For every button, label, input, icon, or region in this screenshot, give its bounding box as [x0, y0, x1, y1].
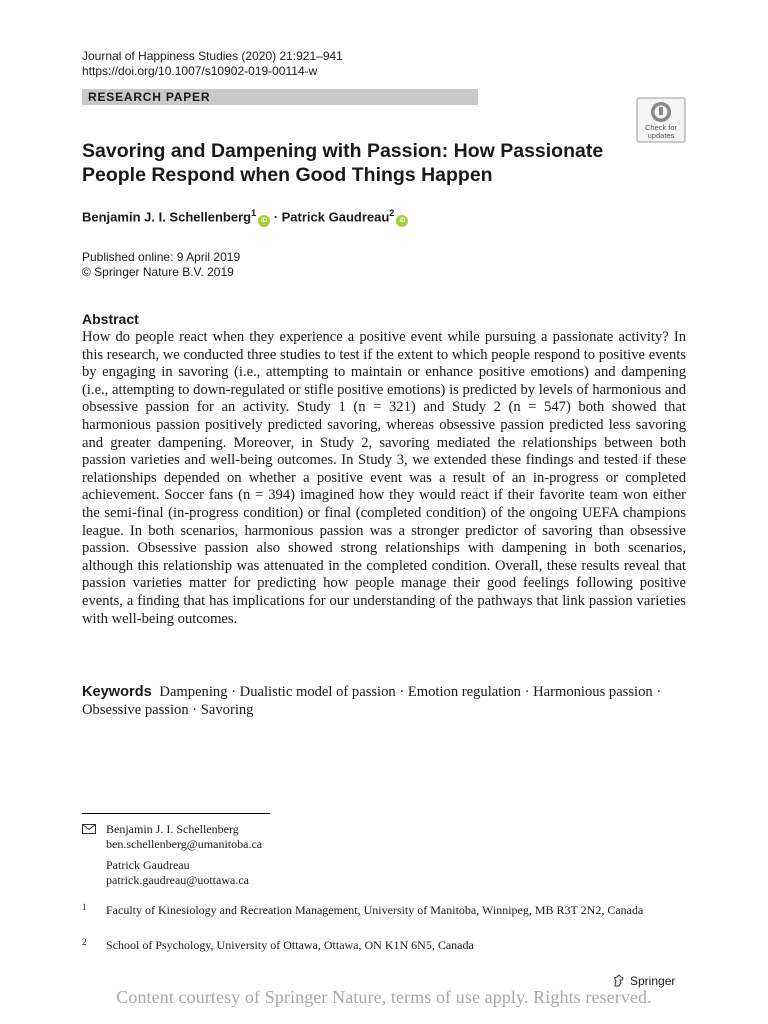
envelope-icon	[82, 824, 96, 834]
journal-citation: Journal of Happiness Studies (2020) 21:921–941	[82, 49, 343, 63]
orcid-icon[interactable]: iD	[258, 215, 270, 227]
author-name[interactable]: Benjamin J. I. Schellenberg	[82, 209, 252, 225]
corresponding-author-email[interactable]: ben.schellenberg@umanitoba.ca	[106, 837, 263, 851]
affiliation-mark: 1	[82, 902, 87, 912]
article-title: Savoring and Dampening with Passion: How Passionate People Respond when Good Things Happen	[82, 140, 604, 186]
author-list	[82, 208, 408, 227]
courtesy-watermark: Content courtesy of Springer Nature, terms of use apply. Rights reserved.	[116, 987, 652, 1007]
keywords-list: Dampening · Dualistic model of passion · Emotion regulation · Harmonious passion · Obsessive passion · Savoring	[82, 684, 662, 718]
abstract-text: How do people react when they experience a positive event while pursuing a passionate activity? In this research, we conducted three studies to test if the extent to which people respond to positive events by engaging in savoring (i.e., attempting to maintain or enhance positive emotions) and dampening (i.e., attempting to down-regulated or stifle positive emotions) is predicted by levels of harmonious and obsessive passion for an activity. Study 1 (n = 321) and Study 2 (n = 547) both showed that harmonious passion positively predicted savoring, whereas obsessive passion predicted less savoring and greater dampening. Moreover, in Study 2, savoring mediated the relationships between both passion varieties and well-being outcomes. In Study 3, we extended these findings and tested if these relationships depended on whether a positive event was a result of an in-progress or completed achievement. Soccer fans (n = 394) imagined how they would react if their favorite team won either the semi-final (in-progress condition) or final (completed condition) of the ongoing UEFA champions league. In both scenarios, harmonious passion was a stronger predictor of savoring than obsessive passion. Obsessive passion also showed strong relationships with dampening in both scenarios, although this relationship was attenuated in the completed condition. Overall, these results reveal that passion varieties matter for predicting how people manage their good feelings following positive events, a finding that has implications for our understanding of the pathways that link passion varieties with well-being outcomes.	[82, 329, 686, 627]
affiliation	[82, 902, 644, 918]
published-date: Published online: 9 April 2019	[82, 250, 241, 264]
orcid-icon[interactable]: iD	[396, 215, 408, 227]
corresponding-author-email[interactable]: patrick.gaudreau@uottawa.ca	[106, 873, 249, 887]
corresponding-author	[106, 858, 262, 888]
footnote-divider	[82, 813, 270, 814]
corresponding-author	[106, 822, 262, 852]
affiliation-text: Faculty of Kinesiology and Recreation Management, University of Manitoba, Winnipeg, MB R3T 2N2, Canada	[106, 903, 644, 917]
author-affiliation-mark: 1	[251, 208, 257, 218]
keywords-section	[82, 683, 686, 719]
doi-link[interactable]: https://doi.org/10.1007/s10902-019-00114-w	[82, 64, 318, 78]
springer-horse-icon	[612, 974, 626, 988]
check-for-updates-icon[interactable]	[636, 97, 686, 143]
author-name[interactable]: Patrick Gaudreau	[281, 209, 390, 225]
springer-logo	[612, 974, 675, 988]
correspondence-block	[82, 822, 263, 888]
affiliation-text: School of Psychology, University of Ottawa, Ottawa, ON K1N 6N5, Canada	[106, 938, 474, 952]
abstract-heading: Abstract	[82, 311, 139, 327]
keywords-label: Keywords	[82, 684, 152, 700]
copyright-notice: © Springer Nature B.V. 2019	[82, 265, 234, 279]
author-affiliation-mark: 2	[389, 208, 395, 218]
article-type-banner: RESEARCH PAPER	[82, 89, 478, 105]
badge-line-2: updates	[647, 131, 675, 140]
affiliation-mark: 2	[82, 937, 87, 947]
affiliation	[82, 938, 622, 953]
badge-line-1: Check for	[644, 123, 678, 132]
author-separator: ·	[270, 209, 282, 225]
corresponding-author-name: Benjamin J. I. Schellenberg	[106, 822, 239, 836]
corresponding-author-name: Patrick Gaudreau	[106, 858, 190, 872]
publisher-name: Springer	[630, 974, 676, 988]
